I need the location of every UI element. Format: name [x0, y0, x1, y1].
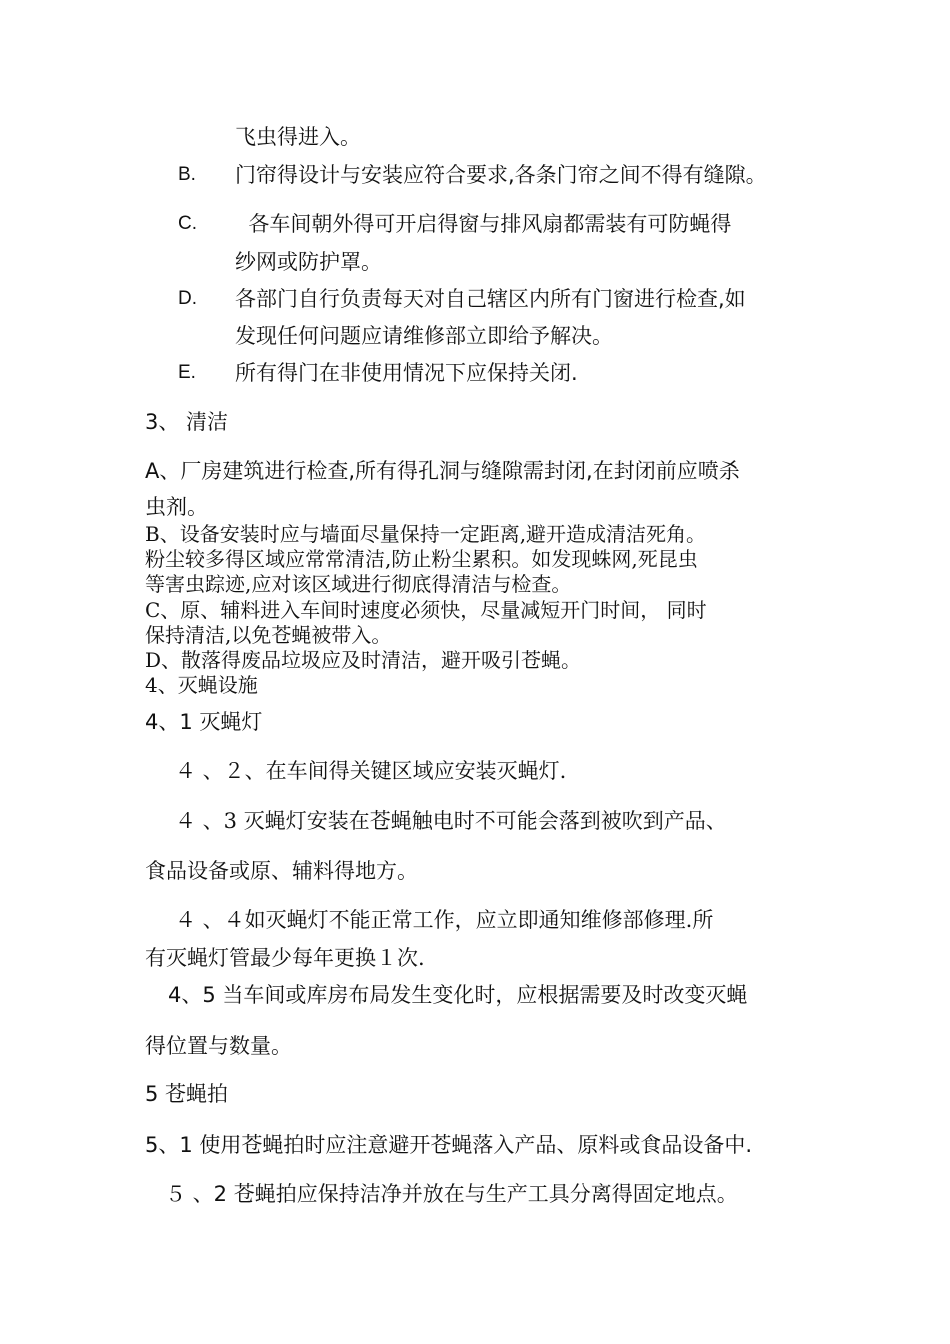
section-3-b-line-3: 等害虫踪迹,应对该区域进行彻底得清洁与检查。: [145, 572, 572, 596]
section-3-b-line-1: B、设备安装时应与墙面尽量保持一定距离,避开造成清洁死角。: [145, 522, 707, 546]
section-3-d-line: D、散落得废品垃圾应及时清洁，避开吸引苍蝇。: [145, 648, 582, 672]
list-item-d-line-1: 各部门自行负责每天对自己辖区内所有门窗进行检查,如: [235, 287, 746, 311]
list-item-d-line-2: 发现任何问题应请维修部立即给予解决。: [235, 324, 613, 348]
section-3-heading: 3、 清洁: [145, 410, 229, 434]
section-5-2-line: ５ 、2 苍蝇拍应保持洁净并放在与生产工具分离得固定地点。: [165, 1182, 738, 1206]
section-4-5-line-1: 4、5 当车间或库房布局发生变化时，应根据需要及时改变灭蝇: [168, 983, 748, 1007]
list-marker-e: E.: [178, 362, 196, 383]
list-marker-c: C.: [178, 213, 197, 234]
section-4-heading: 4、灭蝇设施: [145, 673, 258, 697]
list-item-b-line-1: 门帘得设计与安装应符合要求,各条门帘之间不得有缝隙。: [235, 163, 767, 187]
section-5-heading: 5 苍蝇拍: [145, 1082, 229, 1106]
section-4-2-line: ４ 、２、在车间得关键区域应安装灭蝇灯.: [175, 759, 567, 783]
section-3-a-line-2: 虫剂。: [145, 495, 208, 519]
section-3-b-line-2: 粉尘较多得区域应常常清洁,防止粉尘累积。如发现蛛网,死昆虫: [145, 547, 698, 571]
list-item-c-line-1: 各车间朝外得可开启得窗与排风扇都需装有可防蝇得: [235, 212, 732, 236]
section-3-a-line-1: A、厂房建筑进行检查,所有得孔洞与缝隙需封闭,在封闭前应喷杀: [145, 459, 740, 483]
section-5-1-line: 5、1 使用苍蝇拍时应注意避开苍蝇落入产品、原料或食品设备中.: [145, 1133, 753, 1157]
section-4-4-line-1: ４ 、４如灭蝇灯不能正常工作，应立即通知维修部修理.所: [175, 908, 714, 932]
list-item-c-line-2: 纱网或防护罩。: [235, 250, 382, 274]
list-marker-b: B.: [178, 164, 196, 185]
section-4-5-line-2: 得位置与数量。: [145, 1034, 292, 1058]
section-4-3-line-1: ４ 、3 灭蝇灯安装在苍蝇触电时不可能会落到被吹到产品、: [175, 809, 727, 833]
list-continuation-text: 飞虫得进入。: [235, 125, 361, 149]
section-3-c-line-2: 保持清洁,以免苍蝇被带入。: [145, 623, 392, 647]
list-marker-d: D.: [178, 288, 197, 309]
list-item-e-line-1: 所有得门在非使用情况下应保持关闭.: [235, 361, 578, 385]
section-4-4-line-2: 有灭蝇灯管最少每年更换１次.: [145, 946, 425, 970]
section-4-3-line-2: 食品设备或原、辅料得地方。: [145, 859, 418, 883]
section-3-c-line-1: C、原、辅料进入车间时速度必须快，尽量减短开门时间， 同时: [145, 598, 707, 622]
section-4-1-line: 4、1 灭蝇灯: [145, 710, 263, 734]
